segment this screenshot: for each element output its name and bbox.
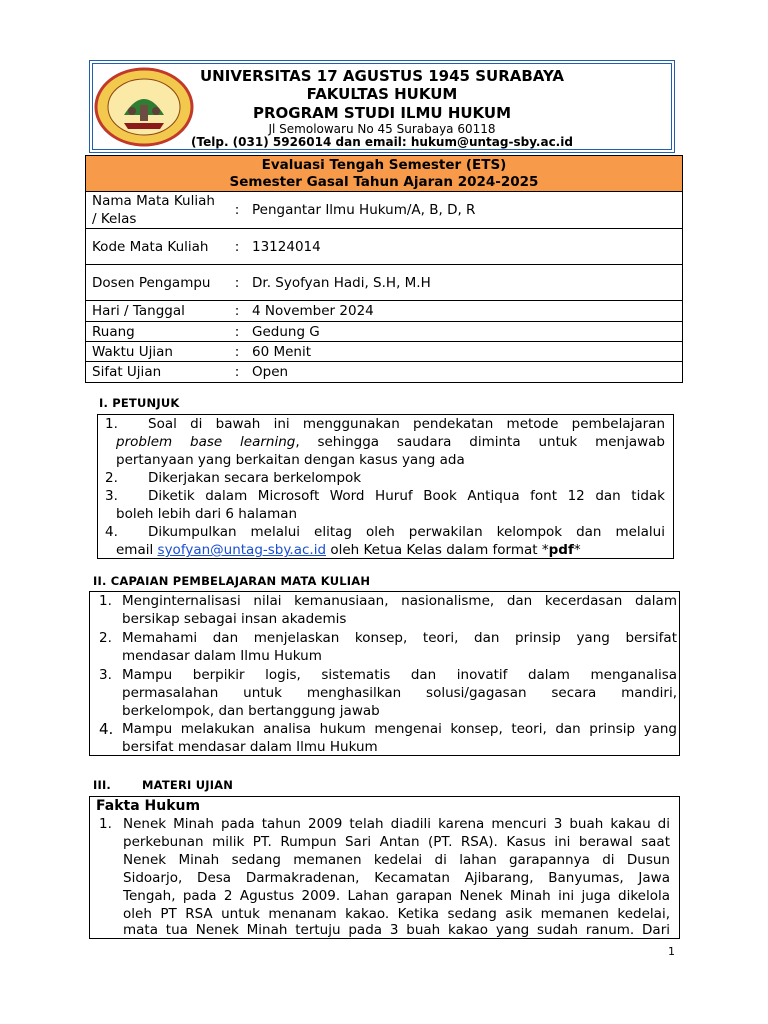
row-label: Ruang [86,322,229,342]
row-colon: : [228,192,246,229]
row-colon: : [228,265,246,301]
row-colon: : [228,301,246,322]
item-text: mata tua Nenek Minah tertuju pada 3 buah kakao yang sudah ranum. Dari [123,922,670,938]
item-text: Nenek Minah sedang memanen kedelai di lahan garapannya di Dusun [123,852,670,868]
exam-title: Evaluasi Tengah Semester (ETS) [261,156,507,173]
row-colon: : [228,322,246,342]
item-text: pertanyaan yang berkaitan dengan kasus yang ada [116,452,465,468]
item-text: bersifat mendasar dalam Ilmu Hukum [122,739,378,755]
row-value: Pengantar Ilmu Hukum/A, B, D, R [246,192,683,229]
faculty-name: FAKULTAS HUKUM [306,85,458,103]
cpmk-box [89,591,680,756]
row-value: Gedung G [246,322,683,342]
table-row [86,265,683,301]
row-value: Dr. Syofyan Hadi, S.H, M.H [246,265,683,301]
item-number: 2. [99,630,112,646]
address: Jl Semolowaru No 45 Surabaya 60118 [268,122,496,136]
row-value: Open [246,362,683,383]
exam-info-table [85,155,683,383]
item-text-rest: , sehingga saudara diminta untuk menjawab [295,434,665,450]
row-colon: : [228,362,246,383]
item-number: 2. [105,470,118,486]
petunjuk-box [97,414,674,559]
item-number: 1. [99,816,112,832]
section-number-materi: III. [93,778,112,792]
item-text [116,541,665,559]
contact: (Telp. (031) 5926014 dan email: hukum@untag-sby.ac.id [191,135,573,149]
row-colon: : [228,229,246,265]
item-text: boleh lebih dari 6 halaman [116,506,298,522]
row-value: 4 November 2024 [246,301,683,322]
row-label: Nama Mata Kuliah / Kelas [86,192,229,229]
item-number: 4. [99,720,114,738]
item-text: Dikerjakan secara berkelompok [148,470,362,486]
program-name: PROGRAM STUDI ILMU HUKUM [252,104,512,122]
page-number: 1 [668,945,675,958]
item-text: perkebunan milik PT. Rumpun Sari Antan (PT. RSA). Kasus ini berawal saat [123,834,670,850]
university-name: UNIVERSITAS 17 AGUSTUS 1945 SURABAYA [200,67,564,85]
item-number: 1. [99,593,112,609]
section-title-materi: MATERI UJIAN [142,778,234,792]
row-label: Kode Mata Kuliah [86,229,229,265]
table-row [86,192,683,229]
row-label: Dosen Pengampu [86,265,229,301]
table-row [86,229,683,265]
row-colon: : [228,342,246,362]
item-number: 3. [99,667,112,683]
item-text: Menginternalisasi nilai kemanusiaan, nasionalisme, dan kecerdasan dalam [122,593,677,609]
section-title-petunjuk: I. PETUNJUK [99,396,180,410]
email-link[interactable]: syofyan@untag-sby.ac.id [157,542,327,558]
item-text-pre: email [116,542,158,558]
table-row [86,301,683,322]
item-text: Mampu melakukan analisa hukum mengenai konsep, teori, dan prinsip yang [122,721,677,737]
item-text-post: oleh Ketua Kelas dalam format * [326,542,549,558]
item-number: 3. [105,488,118,504]
table-row [86,362,683,383]
item-text: Soal di bawah ini menggunakan pendekatan metode pembelajaran [148,416,665,432]
row-label: Hari / Tanggal [86,301,229,322]
row-label: Waktu Ujian [86,342,229,362]
item-number: 4. [105,524,118,540]
item-text: Nenek Minah pada tahun 2009 telah diadili karena mencuri 3 buah kakau di [123,816,670,832]
item-text: Dikumpulkan melalui elitag oleh perwakilan kelompok dan melalui [148,524,665,540]
item-text-emphasis: problem base learning [116,434,296,450]
letterhead [89,60,675,153]
item-text: mendasar dalam Ilmu Hukum [122,648,322,664]
item-text: bersikap sebagai insan akademis [122,611,347,627]
item-text: Diketik dalam Microsoft Word Huruf Book Antiqua font 12 dan tidak [148,488,665,504]
item-text: Memahami dan menjelaskan konsep, teori, dan prinsip yang bersifat [122,630,677,646]
item-text: Mampu berpikir logis, sistematis dan inovatif dalam menganalisa [122,667,677,683]
table-row [86,342,683,362]
item-text-bold: pdf [548,542,574,558]
exam-title-cell [86,156,683,192]
item-text [116,433,665,451]
item-text: oleh PT RSA untuk menanam kakao. Ketika sedang asik memanen kedelai, [123,906,670,922]
item-text: berkelompok, dan bertanggung jawab [122,703,380,719]
row-value: 13124014 [246,229,683,265]
row-label: Sifat Ujian [86,362,229,383]
row-value: 60 Menit [246,342,683,362]
item-text: Sidoarjo, Desa Darmakradenan, Kecamatan Ajibarang, Banyumas, Jawa [123,870,670,886]
item-number: 1. [105,416,118,432]
fakta-title-text: Fakta Hukum [96,798,201,814]
section-title-cpmk: II. CAPAIAN PEMBELAJARAN MATA KULIAH [93,574,371,588]
item-text: permasalahan untuk menghasilkan solusi/gagasan secara mandiri, [122,685,677,701]
exam-semester: Semester Gasal Tahun Ajaran 2024-2025 [229,173,539,190]
item-text-end: * [573,542,581,558]
materi-box [89,796,680,939]
table-row [86,322,683,342]
item-text: Tengah, pada 2 Agustus 2009. Lahan garapan Nenek Minah ini juga dikelola [123,888,670,904]
